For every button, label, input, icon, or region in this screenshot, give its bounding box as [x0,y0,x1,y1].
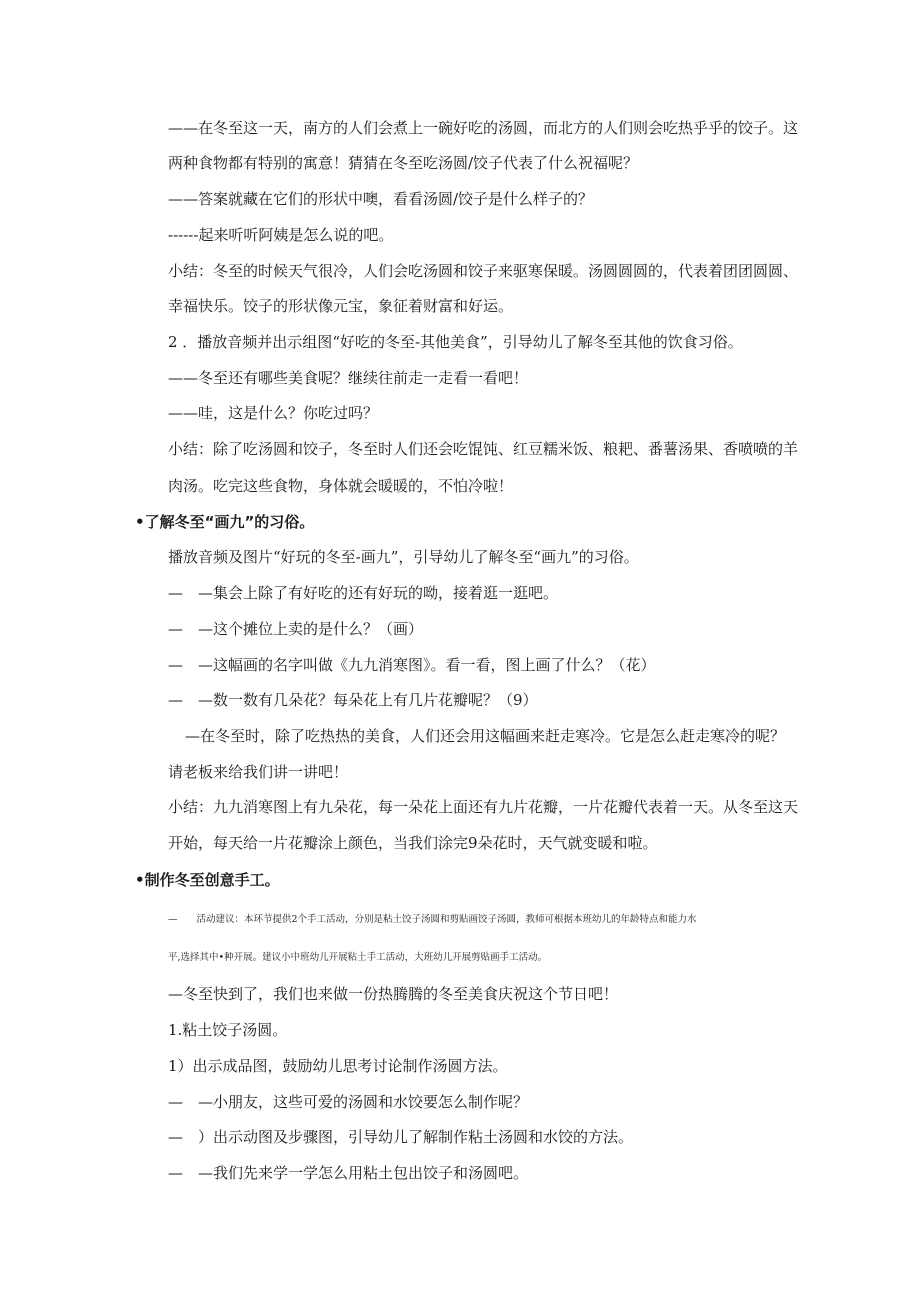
section-heading-huajiu: •了解冬至“画九”的习俗。 [135,513,315,531]
dash-item [168,583,828,603]
paragraph-line: —在冬至时，除了吃热热的美食，人们还会用这幅画来赶走寒冷。它是怎么赶走寒冷的呢？ [185,727,786,745]
paragraph-line: ——答案就藏在它们的形状中噢，看看汤圆/饺子是什么样子的？ [168,190,594,208]
dash-item-text: —我们先来学一学怎么用粘土包出饺子和汤圆吧。 [198,1164,529,1182]
dash-item-text: —小朋友，这些可爱的汤圆和水饺要怎么制作呢？ [198,1093,529,1111]
dash-item [168,655,828,675]
paragraph-line: ------起来听听阿姨是怎么说的吧。 [168,226,394,244]
step-line: 2 ．播放音频并出示组图“好吃的冬至-其他美食”，引导幼儿了解冬至其他的饮食习俗。 [168,333,743,351]
paragraph-line: 两种食物都有特别的寓意！猜猜在冬至吃汤圆/饺子代表了什么祝福呢？ [168,154,639,172]
dash-mark: — [168,620,183,638]
summary-line: 开始，每天给一片花瓣涂上颜色，当我们涂完9朵花时，天气就变暖和啦。 [168,834,658,852]
paragraph-line: ——哇，这是什么？你吃过吗？ [168,404,379,422]
activity-note-line: 平,选择其中•种开展。建议小中班幼儿开展粘土手工活动，大班幼儿开展剪贴画手工活动。 [168,952,548,963]
dash-item [168,1127,828,1147]
dash-item [168,690,828,710]
summary-line: 小结：冬至的时候天气很冷，人们会吃汤圆和饺子来驱寒保暖。汤圆圆圆的，代表着团团圆圆、 [168,262,799,280]
summary-line: 幸福快乐。饺子的形状像元宝，象征着财富和好运。 [168,297,514,315]
dash-item-text: ）出示动图及步骤图，引导幼儿了解制作粘土汤圆和水饺的方法。 [198,1128,634,1146]
subsection-title: 1.粘土饺子汤圆。 [168,1021,288,1039]
paragraph-line: ——在冬至这一天，南方的人们会煮上一碗好吃的汤圆，而北方的人们则会吃热乎乎的饺子。这 [168,119,799,137]
step-line: 1）出示成品图，鼓励幼儿思考讨论制作汤圆方法。 [168,1057,508,1075]
summary-line: 小结：九九消寒图上有九朵花，每一朵花上面还有九片花瓣，一片花瓣代表着一天。从冬至这天 [168,798,799,816]
summary-line: 小结：除了吃汤圆和饺子，冬至时人们还会吃馄饨、红豆糯米饭、粮耙、番薯汤果、香喷喷的羊 [168,440,799,458]
paragraph-line: ——冬至还有哪些美食呢？继续往前走一走看一看吧！ [168,369,529,387]
dash-mark: — [168,656,183,674]
summary-line: 肉汤。吃完这些食物，身体就会暖暖的，不怕冷啦！ [168,477,514,495]
dash-item-text: —集会上除了有好吃的还有好玩的呦，接着逛一逛吧。 [198,584,559,602]
section-intro: 播放音频及图片“好玩的冬至-画九”，引导幼儿了解冬至“画九”的习俗。 [168,548,639,566]
dash-mark: — [168,1128,183,1146]
dash-mark: — [168,584,183,602]
dash-item [168,619,828,639]
activity-note-line: — 活动建议：本环节提供2个手工活动，分别是粘土饺子汤圆和剪贴画饺子汤圆，教师可根据本班幼儿的年龄特点和能力水 [168,914,697,925]
dash-item-text: —数一数有几朵花？每朵花上有几片花瓣呢？（9） [198,691,538,709]
dash-item [168,1092,828,1112]
dash-mark: — [168,1093,183,1111]
section-heading-craft: •制作冬至创意手工。 [135,871,280,889]
dash-mark: — [168,1164,183,1182]
dash-mark: — [168,691,183,709]
dash-item-text: —这幅画的名字叫做《九九消寒图》。看一看，图上画了什么？（花） [198,656,656,674]
paragraph-line: —冬至快到了，我们也来做一份热腾腾的冬至美食庆祝这个节日吧！ [168,985,619,1003]
dash-item [168,1163,828,1183]
dash-item-text: —这个摊位上卖的是什么？（画） [198,620,424,638]
paragraph-line: 请老板来给我们讲一讲吧！ [168,763,349,781]
